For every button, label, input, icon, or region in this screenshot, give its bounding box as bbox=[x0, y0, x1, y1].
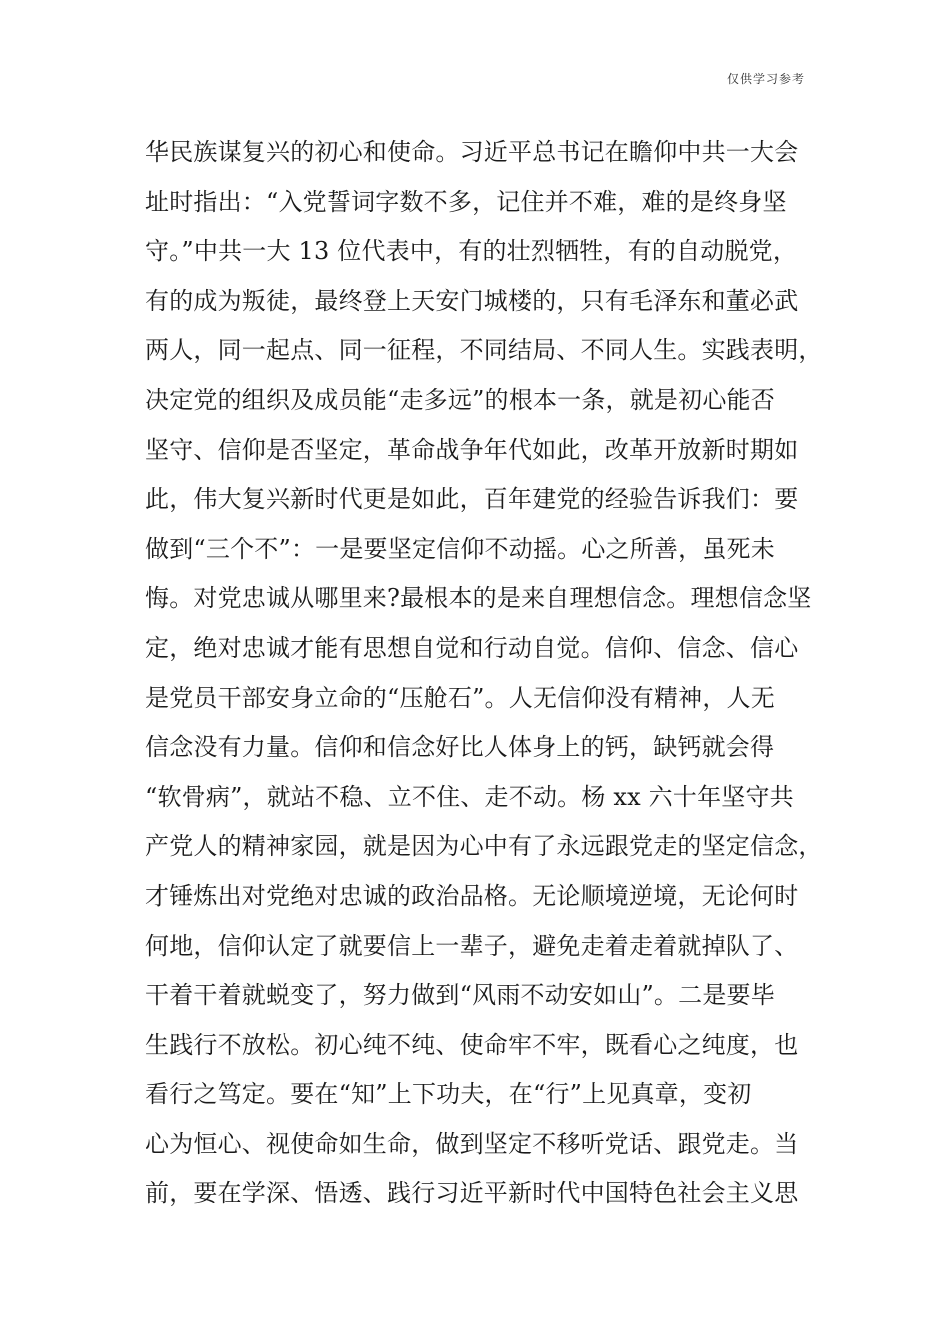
text-line: 是党员干部安身立命的“压舱石”。人无信仰没有精神，人无 bbox=[145, 683, 775, 712]
text-line: 坚守、信仰是否坚定，革命战争年代如此，改革开放新时期如 bbox=[145, 435, 799, 464]
text-line: 干着干着就蜕变了，努力做到“风雨不动安如山”。二是要毕 bbox=[145, 981, 775, 1010]
text-line: 悔。对党忠诚从哪里来?最根本的是来自理想信念。理想信念坚 bbox=[145, 584, 812, 613]
text-line: 此，伟大复兴新时代更是如此，百年建党的经验告诉我们：要 bbox=[145, 485, 799, 514]
text-line: 生践行不放松。初心纯不纯、使命牢不牢，既看心之纯度，也 bbox=[145, 1030, 799, 1059]
text-line: 两人，同一起点、同一征程，不同结局、不同人生。实践表明， bbox=[145, 336, 823, 365]
text-line: 才锤炼出对党绝对忠诚的政治品格。无论顺境逆境，无论何时 bbox=[145, 881, 799, 910]
text-line: “软骨病”，就站不稳、立不住、走不动。杨 xx 六十年坚守共 bbox=[145, 782, 794, 811]
text-line: 产党人的精神家园，就是因为心中有了永远跟党走的坚定信念， bbox=[145, 832, 823, 861]
header-note: 仅供学习参考 bbox=[726, 72, 805, 86]
text-line: 定，绝对忠诚才能有思想自觉和行动自觉。信仰、信念、信心 bbox=[145, 633, 799, 662]
text-line: 看行之笃定。要在“知”上下功夫，在“行”上见真章，变初 bbox=[145, 1080, 752, 1109]
text-line: 前，要在学深、悟透、践行习近平新时代中国特色社会主义思 bbox=[145, 1179, 799, 1208]
text-line: 有的成为叛徒，最终登上天安门城楼的，只有毛泽东和董必武 bbox=[145, 286, 799, 315]
text-line: 做到“三个不”：一是要坚定信仰不动摇。心之所善，虽死未 bbox=[145, 534, 775, 563]
document-body bbox=[145, 128, 823, 1219]
text-line: 心为恒心、视使命如生命，做到坚定不移听党话、跟党走。当 bbox=[145, 1129, 799, 1158]
text-line: 址时指出：“入党誓词字数不多，记住并不难，难的是终身坚 bbox=[145, 187, 787, 216]
text-line: 华民族谋复兴的初心和使命。习近平总书记在瞻仰中共一大会 bbox=[145, 138, 799, 166]
text-line: 何地，信仰认定了就要信上一辈子，避免走着走着就掉队了、 bbox=[145, 931, 799, 960]
text-line: 信念没有力量。信仰和信念好比人体身上的钙，缺钙就会得 bbox=[145, 733, 775, 762]
text-line: 守。”中共一大 13 位代表中，有的壮烈牺牲，有的自动脱党， bbox=[145, 237, 798, 266]
text-line: 决定党的组织及成员能“走多远”的根本一条，就是初心能否 bbox=[145, 385, 775, 414]
